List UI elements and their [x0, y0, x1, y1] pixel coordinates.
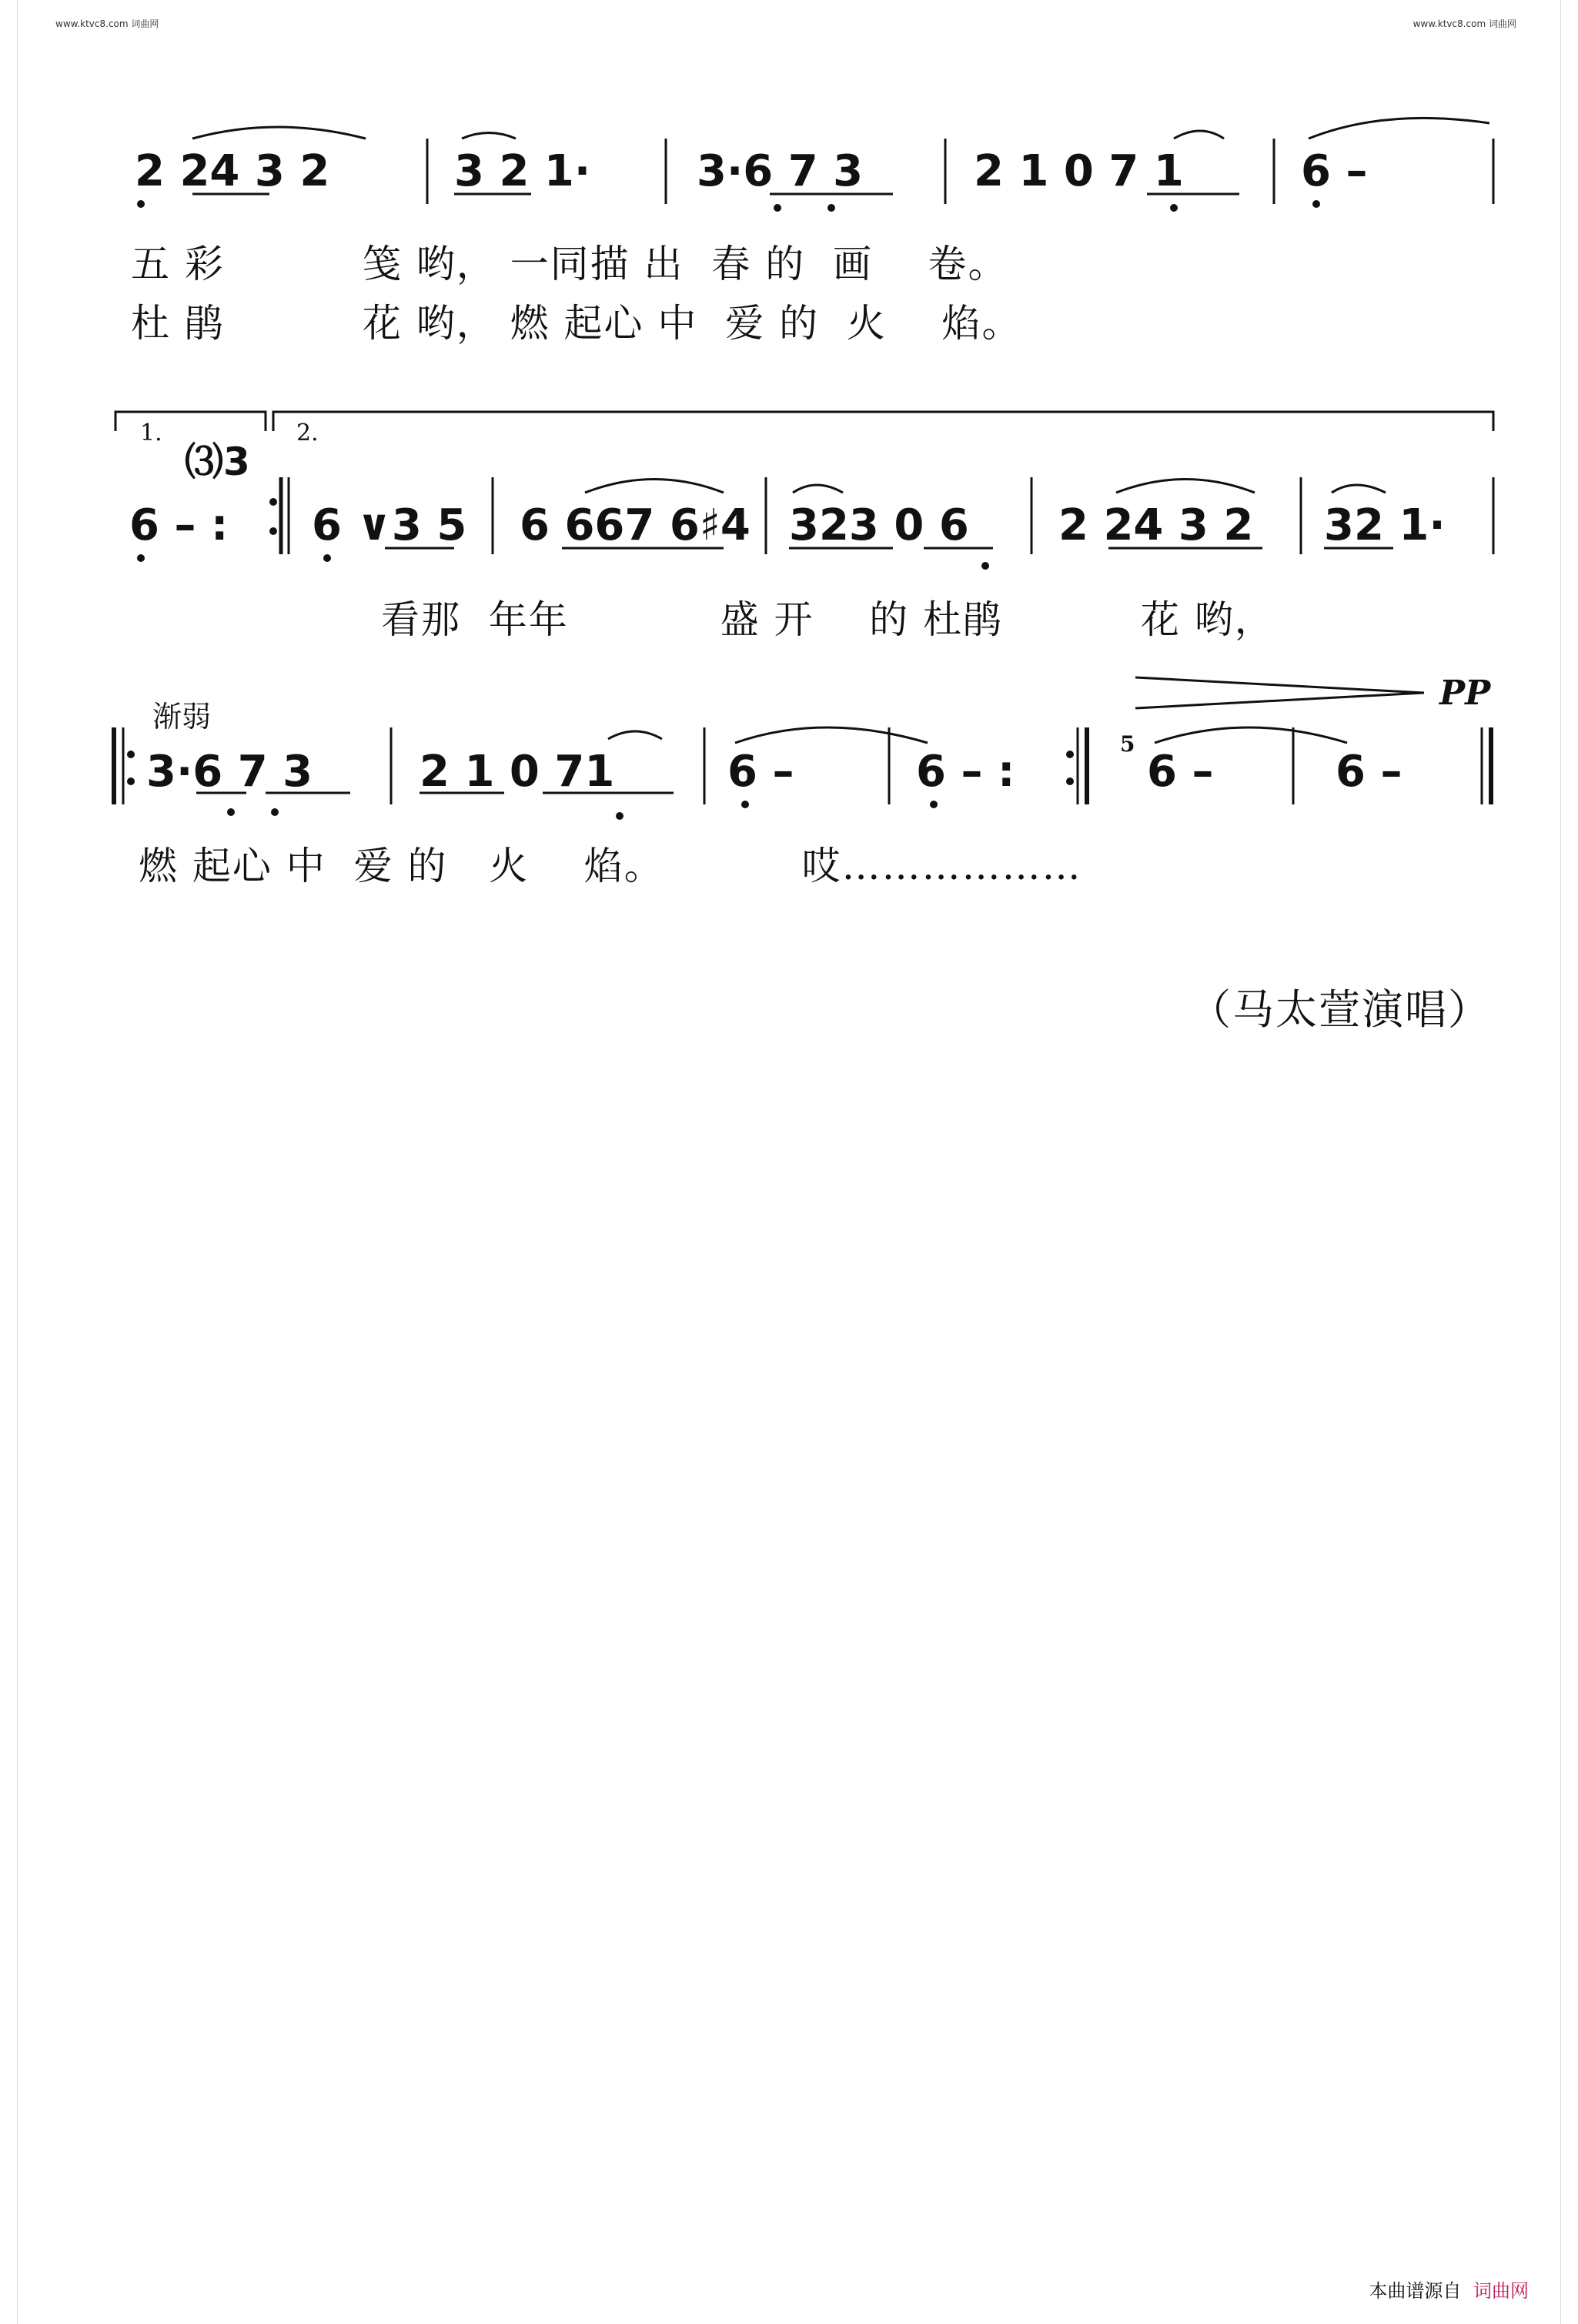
lyric-line-2: 杜 鹃 花 哟， 燃 起心 中 爱 的 火 焰。 [131, 301, 1022, 346]
lyric-line-4: 燃 起心 中 爱 的 火 焰。 哎……………… [139, 844, 1082, 888]
measure-3: 3·6 7 3 [697, 146, 864, 196]
dynamic-text: 渐弱 [152, 700, 212, 734]
volta-1: 1. [140, 420, 162, 446]
dynamic-pp: PP [1439, 674, 1491, 713]
header-left: www.ktvc8.com 词曲网 [55, 18, 159, 29]
measure-5: 6 – [1301, 146, 1368, 196]
measure-4: 2 1 0 7 1 [974, 146, 1184, 196]
lyric-line-3: 看那 年年 盛 开 的 杜鹃 花 哟， [381, 597, 1275, 642]
footer-source-label: 本曲谱源自 [1369, 2280, 1462, 2302]
grace-notes: ⑶3 [185, 440, 250, 484]
measure-13: 2 1 0 71 [420, 747, 615, 797]
header-right: www.ktvc8.com 词曲网 [1413, 18, 1516, 29]
footer-site-link[interactable]: 词曲网 [1473, 2280, 1529, 2302]
volta-2: 2. [296, 420, 319, 446]
measure-6: 6 – : [129, 500, 229, 550]
measure-10: 2 24 3 2 [1058, 500, 1254, 550]
measure-2: 3 2 1· [454, 146, 591, 196]
measure-9: 323 0 6 [789, 500, 969, 550]
lyric-line-1: 五 彩 笺 哟， 一同描 出 春 的 画 卷。 [131, 242, 1008, 286]
measure-14: 6 – [727, 747, 794, 797]
measure-15: 6 – : [916, 747, 1015, 797]
measure-16: 6 – [1147, 747, 1214, 797]
measure-17: 6 – [1336, 747, 1402, 797]
measure-1: 2 24 3 2 [135, 146, 330, 196]
measure-7: 6 ∨3 5 [312, 500, 467, 550]
measure-11: 32 1· [1324, 500, 1446, 550]
time-signature: 5 [1120, 731, 1135, 757]
performer-credit: （马太萱演唱） [1189, 985, 1491, 1034]
measure-8: 6 667 6♯4 [520, 500, 751, 550]
measure-12: 3·6 7 3 [146, 747, 313, 797]
